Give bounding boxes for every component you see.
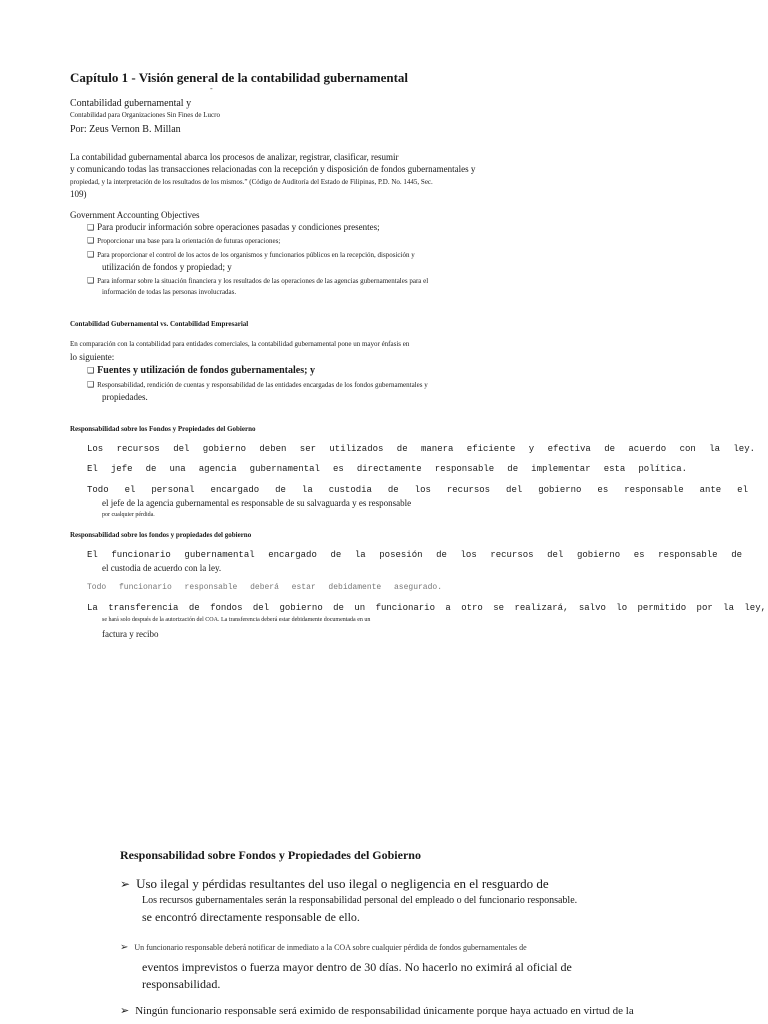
vs-item-continuation: propiedades. [102, 392, 148, 402]
big-bullet-3: ➢ Ningún funcionario responsable será eximido de responsabilidad únicamente porque haya actuado en virtud de la [120, 1004, 634, 1017]
vs-text-1: En comparación con la contabilidad para entidades comerciales, la contabilidad gubernamental pone un mayor énfasis en [70, 340, 410, 348]
subtitle-line-1: Contabilidad gubernamental y [70, 98, 192, 109]
checkbox-icon: ❑ [87, 366, 95, 375]
author: Por: Zeus Vernon B. Millan [70, 124, 181, 135]
resp2-continuation: se hará solo después de la autorización del COA. La transferencia deberá estar debidamente documentada en un [102, 617, 371, 623]
vs-item: ❑ Fuentes y utilización de fondos gubernamentales; y [87, 365, 315, 376]
intro-line-3: propiedad, y la interpretación de los resultados de los mismos.” (Código de Auditoría del Estado de Filipinas, P.D. No. 1445, Sec. [70, 178, 433, 186]
objective-continuation: utilización de fondos y propiedad; y [102, 262, 232, 272]
intro-line-4: 109) [70, 189, 87, 199]
checkbox-icon: ❑ [87, 250, 95, 259]
subtitle-line-2: Contabilidad para Organizaciones Sin Fines de Lucro [70, 111, 220, 119]
objective-item: ❑ Para producir información sobre operaciones pasadas y condiciones presentes; [87, 222, 380, 232]
checkbox-icon: ❑ [87, 236, 95, 245]
title-mark: - [210, 84, 213, 93]
resp2-line: El funcionario gubernamental encargado de la posesión de los recursos del gobierno es responsable de [87, 550, 742, 560]
arrow-bullet-icon: ➢ [120, 1004, 130, 1017]
objective-item: ❑ Proporcionar una base para la orientación de futuras operaciones; [87, 236, 281, 245]
checkbox-icon: ❑ [87, 380, 95, 389]
arrow-bullet-icon: ➢ [120, 877, 131, 891]
big-bullet-2-line-2: eventos imprevistos o fuerza mayor dentro de 30 días. No hacerlo no eximirá al oficial de [142, 960, 572, 974]
resp1-line: Los recursos del gobierno deben ser utilizados de manera eficiente y efectiva de acuerdo con la ley. [87, 444, 755, 454]
resp2-line: La transferencia de fondos del gobierno de un funcionario a otro se realizará, salvo lo permitido por la ley, [87, 603, 766, 613]
big-bullet-2: ➢ Un funcionario responsable deberá notificar de inmediato a la COA sobre cualquier pérdida de fondos gubernamentales de [120, 942, 527, 953]
resp1-continuation: por cualquier pérdida. [102, 512, 155, 518]
checkbox-icon: ❑ [87, 276, 95, 285]
vs-text-2: lo siguiente: [70, 352, 115, 362]
checkbox-icon: ❑ [87, 223, 95, 232]
objective-item: ❑ Para proporcionar el control de los actos de los organismos y funcionarios públicos en la recepción, disposición y [87, 250, 415, 259]
section-heading-big: Responsabilidad sobre Fondos y Propiedades del Gobierno [120, 848, 421, 862]
resp2-continuation: el custodia de acuerdo con la ley. [102, 563, 222, 573]
resp1-line: Todo el personal encargado de la custodia de los recursos del gobierno es responsable ante el [87, 485, 748, 495]
chapter-title: Capítulo 1 - Visión general de la contabilidad gubernamental [70, 70, 409, 85]
objectives-heading: Government Accounting Objectives [70, 210, 200, 220]
intro-line-2: y comunicando todas las transacciones relacionadas con la recepción y disposición de fondos gubernamentales y [70, 164, 476, 174]
resp2-continuation: factura y recibo [102, 629, 159, 639]
resp1-line: El jefe de una agencia gubernamental es directamente responsable de implementar esta política. [87, 464, 687, 474]
big-bullet-1-line-2: Los recursos gubernamentales serán la responsabilidad personal del empleado o del funcionario responsable. [142, 895, 578, 906]
big-bullet-1-line-3: se encontró directamente responsable de ello. [142, 910, 360, 924]
section-heading-resp-1: Responsabilidad sobre los Fondos y Propiedades del Gobierno [70, 425, 256, 433]
resp2-line: Todo funcionario responsable deberá estar debidamente asegurado. [87, 583, 442, 592]
vs-item: ❑ Responsabilidad, rendición de cuentas y responsabilidad de las entidades encargadas de los fondos gubernamentales y [87, 380, 428, 389]
arrow-bullet-icon: ➢ [120, 942, 129, 953]
resp1-continuation: el jefe de la agencia gubernamental es responsable de su salvaguarda y es responsable [102, 498, 412, 508]
big-bullet-2-line-3: responsabilidad. [142, 977, 221, 991]
objective-continuation: información de todas las personas involucradas. [102, 288, 237, 296]
objective-item: ❑ Para informar sobre la situación financiera y los resultados de las operaciones de las agencias gubernamentales para el [87, 276, 429, 285]
big-bullet-1: ➢ Uso ilegal y pérdidas resultantes del uso ilegal o negligencia en el resguardo de [120, 876, 549, 891]
section-heading-resp-2: Responsabilidad sobre los fondos y propiedades del gobierno [70, 531, 252, 539]
intro-line-1: La contabilidad gubernamental abarca los procesos de analizar, registrar, clasificar, resumir [70, 152, 399, 162]
section-heading-vs: Contabilidad Gubernamental vs. Contabilidad Empresarial [70, 320, 249, 328]
